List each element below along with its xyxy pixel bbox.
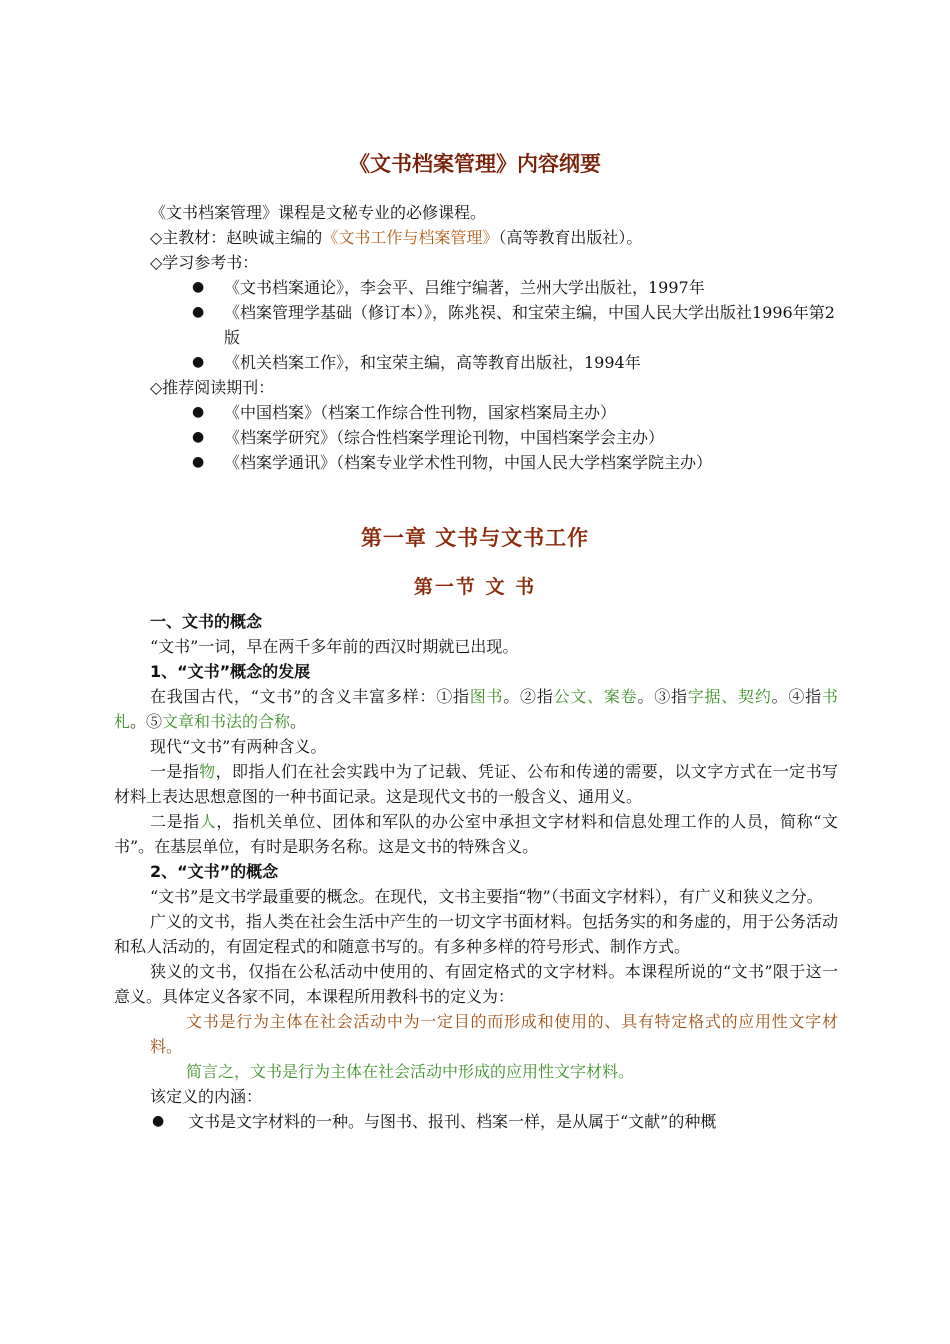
reference-text: 《机关档案工作》，和宝荣主编，高等教育出版社，1994年 — [224, 353, 641, 372]
journal-item — [150, 425, 850, 450]
paragraph-meaning-object — [114, 759, 838, 809]
journal-item — [150, 450, 850, 475]
text-run: ，即指人们在社会实践中为了记载、凭证、公布和传递的需要，以文字方式在一定书写材料上表达思想意图的一种书面记录。这是现代文书的一般含义、通用义。 — [114, 762, 838, 806]
bullet-icon: ● — [192, 454, 205, 470]
connotation-text: 文书是文字材料的一种。与图书、报刊、档案一样，是从属于“文献”的种概 — [188, 1112, 717, 1131]
intro-line: 《文书档案管理》课程是文秘专业的必修课程。 — [150, 203, 487, 222]
section-body — [114, 609, 838, 1134]
highlight-term: 公文、案卷 — [553, 687, 638, 706]
reference-text: 《档案管理学基础（修订本）》，陈兆祦、和宝荣主编，中国人民大学出版社1996年第2版 — [224, 303, 835, 347]
text-run: 。③指 — [637, 687, 688, 706]
highlight-term: 文章和书法的合称 — [162, 712, 291, 731]
reference-item — [150, 300, 850, 350]
paragraph: “文书”是文书学最重要的概念。在现代，文书主要指“物”（书面文字材料），有广义和狭义之分。 — [150, 887, 823, 906]
definition-short: 简言之，文书是行为主体在社会活动中形成的应用性文字材料。 — [186, 1062, 635, 1081]
references-heading: ◇学习参考书： — [150, 253, 259, 272]
bullet-icon: ● — [192, 304, 205, 320]
chapter-title: 第一章 文书与文书工作 — [360, 526, 590, 550]
main-textbook-prefix: ◇主教材：赵映诚主编的 — [150, 228, 323, 247]
reference-item — [150, 275, 850, 300]
highlight-term: 字据、契约 — [687, 687, 772, 706]
reference-text: 《文书档案通论》，李会平、吕维宁编著，兰州大学出版社，1997年 — [224, 278, 705, 297]
paragraph-ancient-meanings — [114, 684, 838, 734]
main-textbook-line — [150, 225, 850, 250]
paragraph: 现代“文书”有两种含义。 — [150, 737, 327, 756]
paragraph: 该定义的内涵： — [150, 1087, 263, 1106]
document-title: 《文书档案管理》内容纲要 — [349, 152, 601, 176]
reference-item — [150, 350, 850, 375]
main-textbook-title: 《文书工作与档案管理》 — [322, 228, 499, 247]
paragraph: 广义的文书，指人类在社会生活中产生的一切文字书面材料。包括务实的和务虚的，用于公务活动和私人活动的，有固定程式的和随意书写的。有多种多样的符号形式、制作方式。 — [114, 912, 839, 956]
bullet-icon: ● — [192, 279, 205, 295]
main-textbook-suffix: （高等教育出版社）。 — [498, 228, 643, 247]
paragraph-meaning-person — [114, 809, 838, 859]
heading-definition: 2、“文书”的概念 — [150, 862, 279, 881]
connotation-item — [114, 1109, 838, 1134]
journal-item — [150, 400, 850, 425]
heading-concept: 一、文书的概念 — [150, 612, 263, 631]
heading-development: 1、“文书”概念的发展 — [150, 662, 311, 681]
paragraph: “文书”一词，早在两千多年前的西汉时期就已出现。 — [150, 637, 519, 656]
definition-full: 文书是行为主体在社会活动中为一定目的而形成和使用的、具有特定格式的应用性文字材料。 — [150, 1012, 838, 1056]
course-intro — [150, 200, 850, 475]
highlight-term: 书札 — [114, 687, 838, 731]
bullet-icon: ● — [192, 429, 205, 445]
paragraph: 狭义的文书，仅指在公私活动中使用的、有固定格式的文字材料。本课程所说的“文书”限于这一意义。具体定义各家不同，本课程所用教科书的定义为： — [114, 962, 838, 1006]
highlight-term: 人 — [199, 812, 217, 831]
text-run: ，指机关单位、团体和军队的办公室中承担文字材料和信息处理工作的人员，简称“文书”。在基层单位，有时是职务名称。这是文书的特殊含义。 — [114, 812, 838, 856]
highlight-term: 物 — [199, 762, 216, 781]
text-run: 在我国古代，“文书”的含义丰富多样：①指 — [150, 687, 470, 706]
section-title: 第一节 文 书 — [413, 576, 537, 598]
journal-text: 《档案学通讯》（档案专业学术性刊物，中国人民大学档案学院主办） — [224, 453, 713, 472]
bullet-icon: ● — [192, 354, 205, 370]
text-run: 一是指 — [150, 762, 200, 781]
text-run: 。④指 — [771, 687, 822, 706]
text-run: 。⑤ — [130, 712, 163, 731]
bullet-icon: ● — [192, 404, 205, 420]
text-run: 。 — [290, 712, 307, 731]
journal-text: 《中国档案》（档案工作综合性刊物，国家档案局主办） — [224, 403, 617, 422]
journals-heading: ◇推荐阅读期刊： — [150, 378, 275, 397]
text-run: 二是指 — [150, 812, 200, 831]
bullet-icon: ● — [152, 1113, 165, 1129]
highlight-term: 图书 — [469, 687, 504, 706]
text-run: 。②指 — [503, 687, 554, 706]
journal-text: 《档案学研究》（综合性档案学理论刊物，中国档案学会主办） — [224, 428, 665, 447]
